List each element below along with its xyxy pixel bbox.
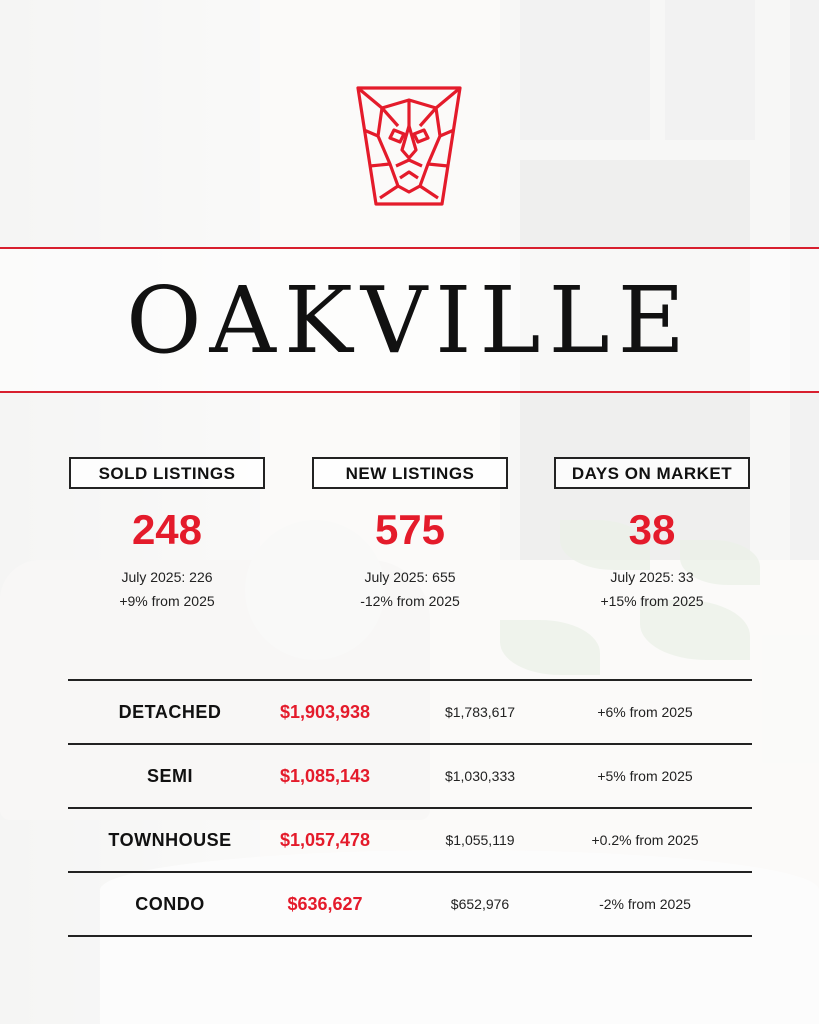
property-type: CONDO — [135, 894, 205, 914]
bottom-red-rule — [0, 391, 819, 393]
stat-label: DAYS ON MARKET — [554, 457, 750, 489]
stat-label: NEW LISTINGS — [312, 457, 508, 489]
average-price: $1,903,938 — [279, 702, 371, 722]
stat-change: -12% from 2025 — [360, 593, 460, 609]
price-change: +5% from 2025 — [597, 768, 693, 784]
previous-price: $1,030,333 — [444, 768, 516, 784]
city-title: OAKVILLE — [126, 267, 693, 374]
price-row-semi — [0, 745, 819, 807]
table-divider — [68, 935, 752, 937]
stat-value: 575 — [374, 506, 446, 553]
price-row-condo — [0, 873, 819, 935]
price-change: +0.2% from 2025 — [591, 832, 699, 848]
stat-compare: July 2025: 33 — [610, 569, 694, 585]
stat-compare: July 2025: 226 — [121, 569, 213, 585]
property-type: SEMI — [146, 766, 193, 786]
stat-compare: July 2025: 655 — [364, 569, 456, 585]
stat-change: +9% from 2025 — [119, 593, 215, 609]
price-row-detached — [0, 681, 819, 743]
stat-days-on-market — [552, 457, 752, 613]
previous-price: $1,055,119 — [445, 832, 515, 848]
stat-new-listings — [310, 457, 510, 613]
property-type: TOWNHOUSE — [108, 830, 232, 850]
price-change: -2% from 2025 — [599, 896, 691, 912]
top-red-rule — [0, 247, 819, 249]
stat-sold-listings — [67, 457, 267, 613]
average-price: $636,627 — [287, 894, 363, 914]
stat-value: 248 — [131, 506, 203, 553]
price-change: +6% from 2025 — [597, 704, 693, 720]
average-price: $1,057,478 — [279, 830, 371, 850]
lion-crest-icon — [356, 86, 462, 206]
price-row-townhouse — [0, 809, 819, 871]
previous-price: $652,976 — [450, 896, 510, 912]
stat-label: SOLD LISTINGS — [69, 457, 265, 489]
stat-value: 38 — [628, 506, 676, 553]
stat-change: +15% from 2025 — [600, 593, 704, 609]
previous-price: $1,783,617 — [444, 704, 516, 720]
average-price: $1,085,143 — [279, 766, 371, 786]
property-type: DETACHED — [118, 702, 222, 722]
